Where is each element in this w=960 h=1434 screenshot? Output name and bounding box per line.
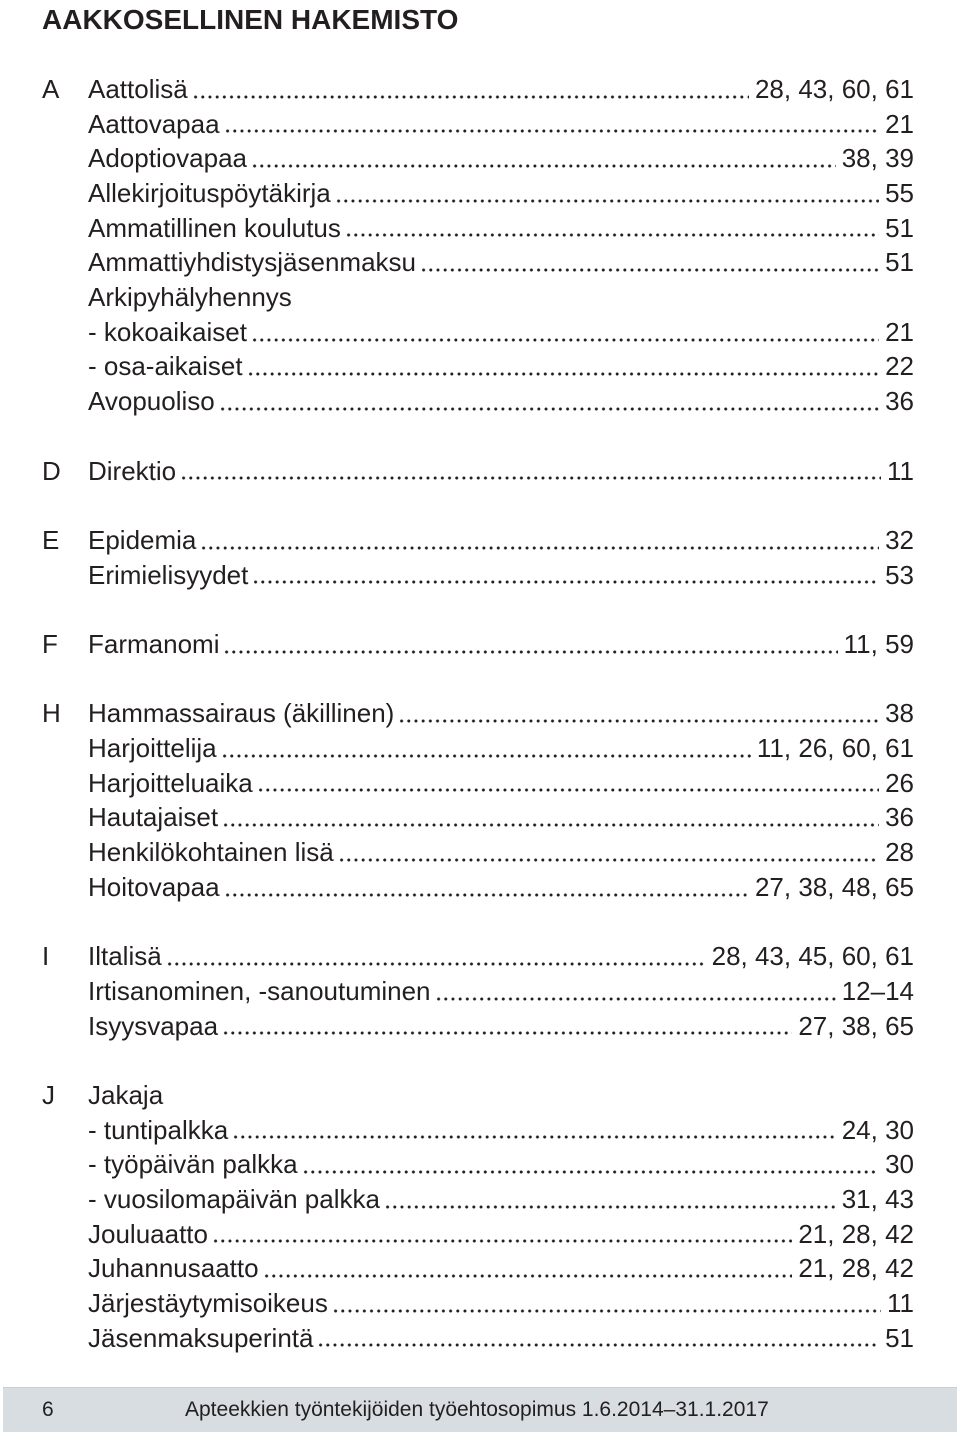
section-entries bbox=[88, 1078, 914, 1356]
index-pages: 11, 59 bbox=[843, 628, 914, 659]
index-entry bbox=[88, 1217, 914, 1252]
section-entries bbox=[88, 939, 914, 1043]
index-term: Allekirjoituspöytäkirja bbox=[88, 178, 331, 209]
index-section-j bbox=[0, 1078, 960, 1356]
index-pages: 53 bbox=[885, 559, 914, 590]
index-pages: 28 bbox=[885, 837, 914, 868]
index-pages: 51 bbox=[885, 247, 914, 278]
index-term: Jouluaatto bbox=[88, 1218, 208, 1249]
dot-leader bbox=[221, 754, 751, 758]
index-entry bbox=[88, 731, 914, 766]
dot-leader bbox=[224, 129, 880, 133]
index-entry bbox=[88, 835, 914, 870]
dot-leader bbox=[345, 233, 879, 237]
dot-leader bbox=[219, 407, 879, 411]
dot-leader bbox=[302, 1170, 880, 1174]
section-letter: I bbox=[42, 941, 50, 972]
index-pages: 36 bbox=[885, 386, 914, 417]
index-term: Hoitovapaa bbox=[88, 871, 220, 902]
index-pages: 38, 39 bbox=[841, 143, 914, 174]
index-pages: 51 bbox=[885, 1322, 914, 1353]
index-entry bbox=[88, 245, 914, 280]
index-pages: 11 bbox=[887, 455, 914, 486]
index-entry bbox=[88, 766, 914, 801]
index-term: Jakaja bbox=[88, 1079, 164, 1110]
dot-leader bbox=[384, 1205, 836, 1209]
index-pages: 28, 43, 45, 60, 61 bbox=[711, 941, 914, 972]
dot-leader bbox=[252, 580, 879, 584]
index-entry bbox=[88, 1251, 914, 1286]
index-entry bbox=[88, 974, 914, 1009]
index-entry bbox=[88, 1147, 914, 1182]
index-term: Järjestäytymisoikeus bbox=[88, 1288, 328, 1319]
index-entry bbox=[88, 280, 914, 315]
index-pages: 21, 28, 42 bbox=[798, 1253, 914, 1284]
index-term: Ammatillinen koulutus bbox=[88, 212, 341, 243]
index-entry bbox=[88, 800, 914, 835]
section-letter: A bbox=[42, 74, 60, 104]
index-term: Farmanomi bbox=[88, 628, 220, 659]
index-pages: 22 bbox=[885, 351, 914, 382]
index-term: Ammattiyhdistysjäsenmaksu bbox=[88, 247, 416, 278]
index-term: Harjoittelija bbox=[88, 733, 217, 764]
dot-leader bbox=[247, 372, 879, 376]
index-entry bbox=[88, 870, 914, 905]
dot-leader bbox=[180, 476, 881, 480]
section-letter: H bbox=[42, 698, 61, 729]
index-term: Aattovapaa bbox=[88, 108, 220, 139]
index-entry bbox=[88, 1182, 914, 1217]
index-pages: 38 bbox=[885, 698, 914, 729]
index-pages: 11, 26, 60, 61 bbox=[756, 733, 914, 764]
index-term: Avopuoliso bbox=[88, 386, 215, 417]
index-term: - työpäivän palkka bbox=[88, 1149, 298, 1180]
section-letter: F bbox=[42, 629, 58, 659]
index-term: Epidemia bbox=[88, 524, 197, 555]
dot-leader bbox=[338, 858, 879, 862]
index-pages: 11 bbox=[887, 1288, 914, 1319]
page-title: AAKKOSELLINEN HAKEMISTO bbox=[42, 4, 459, 35]
index-entry bbox=[88, 696, 914, 731]
index-pages: 24, 30 bbox=[841, 1114, 914, 1145]
index-entry bbox=[88, 350, 914, 385]
dot-leader bbox=[263, 1274, 793, 1278]
index-entry bbox=[88, 211, 914, 246]
index-term: Juhannusaatto bbox=[88, 1253, 259, 1284]
index-entry bbox=[88, 1078, 914, 1113]
index-pages: 27, 38, 65 bbox=[798, 1010, 914, 1041]
page-footer bbox=[3, 1387, 957, 1432]
index-term: Aattolisä bbox=[88, 73, 188, 104]
index-term: Erimielisyydet bbox=[88, 559, 249, 590]
index-entry bbox=[88, 939, 914, 974]
index-section-a bbox=[0, 72, 960, 419]
dot-leader bbox=[222, 1031, 792, 1035]
dot-leader bbox=[332, 1309, 881, 1313]
dot-leader bbox=[222, 823, 879, 827]
index-term: - osa-aikaiset bbox=[88, 351, 243, 382]
dot-leader bbox=[251, 338, 879, 342]
index-entry bbox=[88, 141, 914, 176]
index-pages: 51 bbox=[885, 212, 914, 243]
dot-leader bbox=[257, 788, 879, 792]
index-entry bbox=[88, 315, 914, 350]
index-entry bbox=[88, 176, 914, 211]
section-entries bbox=[88, 72, 914, 419]
index-term: Harjoitteluaika bbox=[88, 767, 253, 798]
index-entry bbox=[88, 523, 914, 558]
index-entry bbox=[88, 107, 914, 142]
index-pages: 30 bbox=[885, 1149, 914, 1180]
index-pages: 26 bbox=[885, 767, 914, 798]
section-entries bbox=[88, 696, 914, 904]
dot-leader bbox=[435, 997, 836, 1001]
index-pages: 21 bbox=[885, 316, 914, 347]
index-term: Direktio bbox=[88, 455, 177, 486]
dot-leader bbox=[224, 893, 749, 897]
dot-leader bbox=[317, 1343, 879, 1347]
index-term: - vuosilomapäivän palkka bbox=[88, 1183, 380, 1214]
index-entry bbox=[88, 627, 914, 662]
index-entry bbox=[88, 1113, 914, 1148]
index-term: Iltalisä bbox=[88, 941, 162, 972]
dot-leader bbox=[232, 1135, 836, 1139]
index-pages: 36 bbox=[885, 802, 914, 833]
index-pages: 21 bbox=[885, 108, 914, 139]
index-entry bbox=[88, 1321, 914, 1356]
index-entry bbox=[88, 1009, 914, 1044]
index-term: - kokoaikaiset bbox=[88, 316, 247, 347]
index-section-d bbox=[0, 454, 960, 489]
index-pages: 21, 28, 42 bbox=[798, 1218, 914, 1249]
dot-leader bbox=[335, 199, 879, 203]
dot-leader bbox=[420, 268, 879, 272]
index-pages: 27, 38, 48, 65 bbox=[754, 871, 914, 902]
section-entries bbox=[88, 627, 914, 662]
index-pages: 12–14 bbox=[841, 975, 914, 1006]
dot-leader bbox=[166, 962, 706, 966]
index-term: Henkilökohtainen lisä bbox=[88, 837, 334, 868]
dot-leader bbox=[223, 650, 837, 654]
section-entries bbox=[88, 454, 914, 489]
index-section-i bbox=[0, 939, 960, 1043]
section-letter: E bbox=[42, 524, 60, 555]
index-entry bbox=[88, 558, 914, 593]
index-pages: 31, 43 bbox=[841, 1183, 914, 1214]
index-section-h bbox=[0, 696, 960, 904]
section-entries bbox=[88, 523, 914, 592]
index-entry bbox=[88, 72, 914, 107]
footer-document-title: Apteekkien työntekijöiden työehtosopimus 1.6.2014–31.1.2017 bbox=[185, 1398, 769, 1421]
footer-page-number: 6 bbox=[42, 1398, 54, 1421]
section-letter: J bbox=[42, 1079, 55, 1110]
index-entry bbox=[88, 384, 914, 419]
dot-leader bbox=[398, 719, 879, 723]
index-term: Jäsenmaksuperintä bbox=[88, 1322, 314, 1353]
index-term: Hammassairaus (äkillinen) bbox=[88, 698, 395, 729]
dot-leader bbox=[212, 1239, 792, 1243]
index-entry bbox=[88, 1286, 914, 1321]
index-section-f bbox=[0, 627, 960, 662]
alphabetical-index bbox=[0, 72, 960, 1390]
index-entry bbox=[88, 454, 914, 489]
index-term: Adoptiovapaa bbox=[88, 143, 248, 174]
index-pages: 32 bbox=[885, 524, 914, 555]
index-term: Arkipyhälyhennys bbox=[88, 282, 292, 313]
index-term: - tuntipalkka bbox=[88, 1114, 229, 1145]
index-term: Hautajaiset bbox=[88, 802, 219, 833]
dot-leader bbox=[192, 95, 749, 99]
section-letter: D bbox=[42, 455, 61, 486]
index-term: Irtisanominen, -sanoutuminen bbox=[88, 975, 431, 1006]
index-section-e bbox=[0, 523, 960, 592]
dot-leader bbox=[200, 546, 879, 550]
index-term: Isyysvapaa bbox=[88, 1010, 219, 1041]
index-pages: 28, 43, 60, 61 bbox=[754, 73, 914, 104]
index-pages: 55 bbox=[885, 178, 914, 209]
dot-leader bbox=[251, 164, 836, 168]
